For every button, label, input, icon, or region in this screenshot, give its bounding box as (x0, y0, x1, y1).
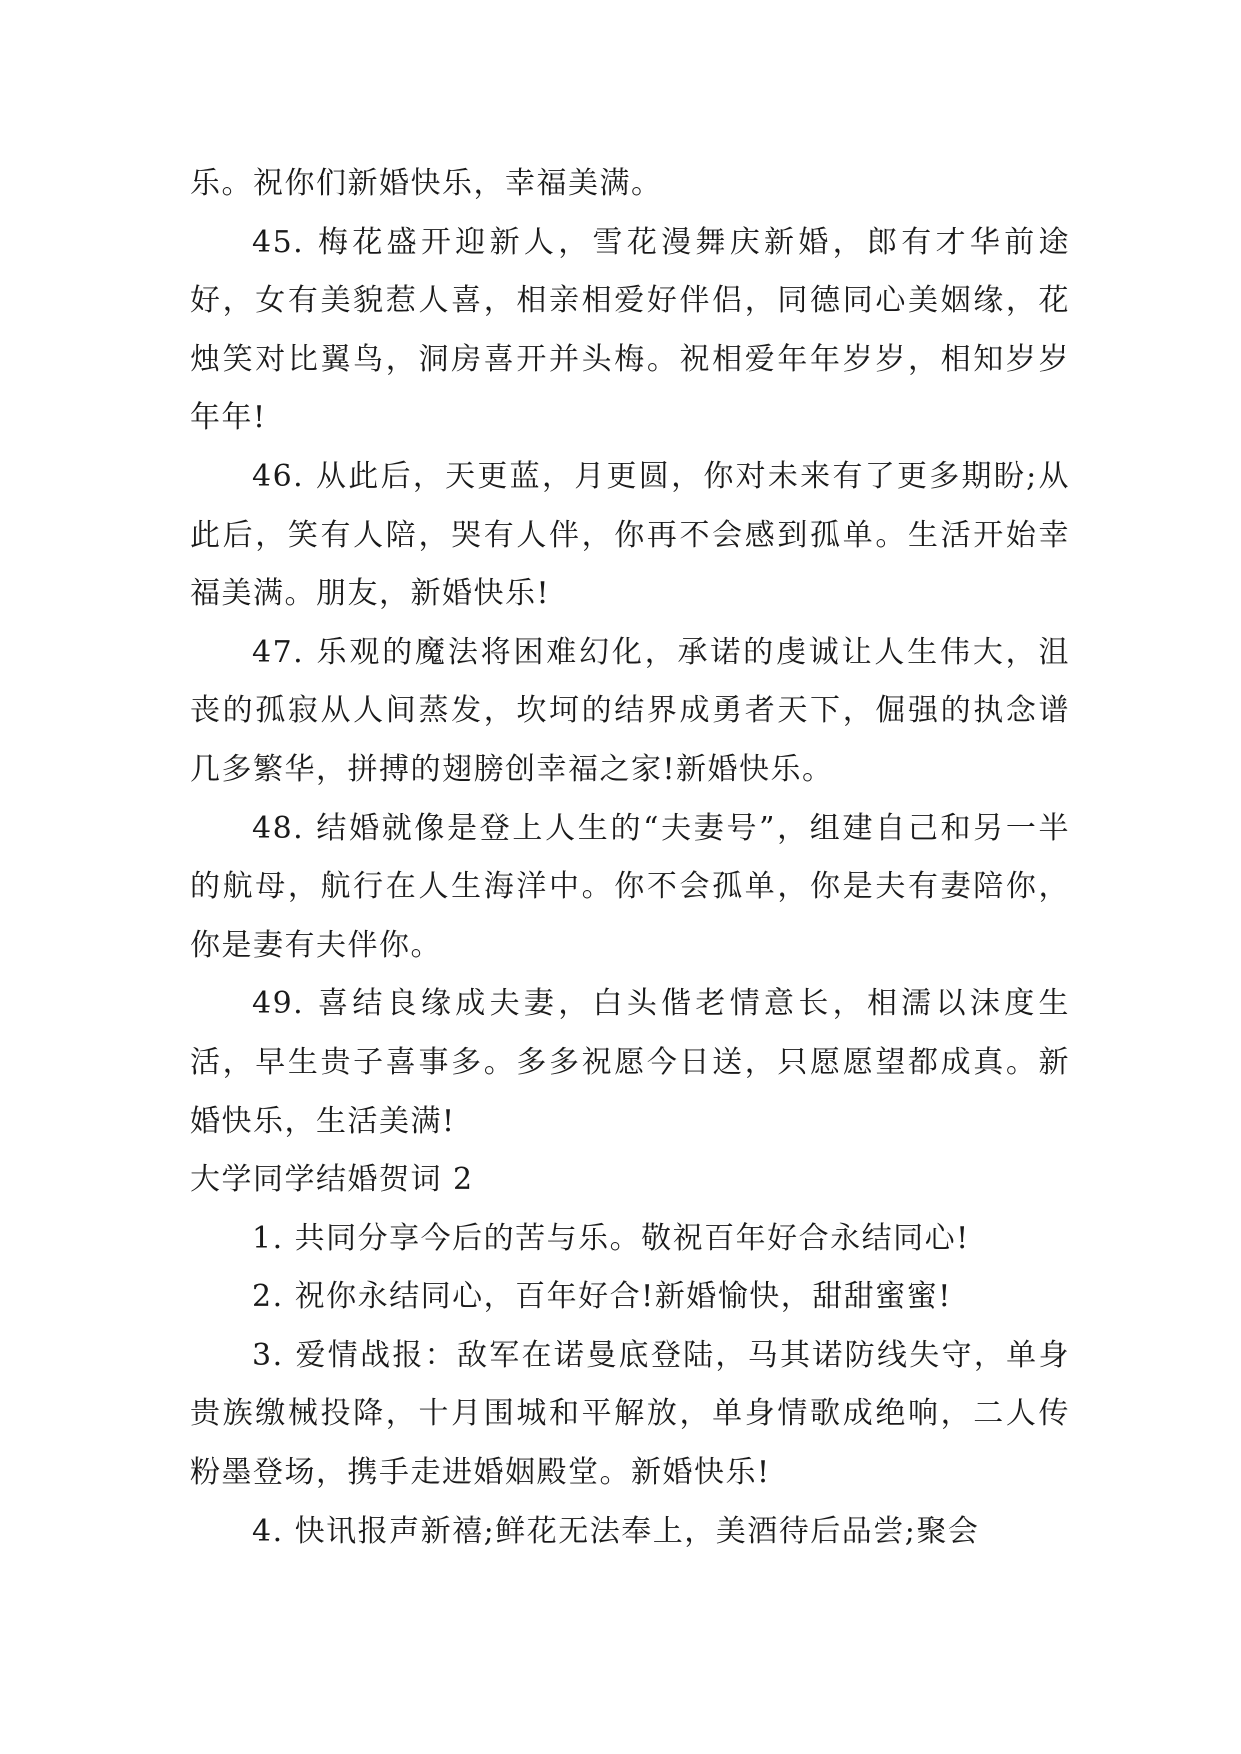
document-body (190, 155, 1070, 1561)
section-item-4: 4. 快讯报声新禧;鲜花无法奉上，美酒待后品尝;聚会 (252, 1513, 980, 1549)
paragraph-48: 48. 结婚就像是登上人生的“夫妻号”，组建自己和另一半的航母，航行在人生海洋中。你不会孤单，你是夫有妻陪你，你是妻有夫伴你。 (190, 810, 1070, 963)
paragraph-49: 49. 喜结良缘成夫妻，白头偕老情意长，相濡以沫度生活，早生贵子喜事多。多多祝愿今日送，只愿愿望都成真。新婚快乐，生活美满! (190, 986, 1070, 1139)
paragraph-44-tail: 乐。祝你们新婚快乐，幸福美满。 (190, 166, 663, 201)
section-item-2: 2. 祝你永结同心，百年好合!新婚愉快，甜甜蜜蜜! (252, 1279, 952, 1315)
paragraph-47: 47. 乐观的魔法将困难幻化，承诺的虔诚让人生伟大，沮丧的孤寂从人间蒸发，坎坷的结界成勇者天下，倔强的执念谱几多繁华，拼搏的翅膀创幸福之家!新婚快乐。 (190, 634, 1070, 787)
section-item-1: 1. 共同分享今后的苦与乐。敬祝百年好合永结同心! (252, 1220, 970, 1256)
paragraph-46: 46. 从此后，天更蓝，月更圆，你对未来有了更多期盼;从此后，笑有人陪，哭有人伴，你再不会感到孤单。生活开始幸福美满。朋友，新婚快乐! (190, 458, 1070, 612)
paragraph-45: 45. 梅花盛开迎新人，雪花漫舞庆新婚，郎有才华前途好，女有美貌惹人喜，相亲相爱好伴侣，同德同心美姻缘，花烛笑对比翼鸟，洞房喜开并头梅。祝相爱年年岁岁，相知岁岁年年! (190, 224, 1070, 436)
section-item-3: 3. 爱情战报：敌军在诺曼底登陆，马其诺防线失守，单身贵族缴械投降，十月围城和平解放，单身情歌成绝响，二人传粉墨登场，携手走进婚姻殿堂。新婚快乐! (190, 1337, 1070, 1491)
section-title: 大学同学结婚贺词 2 (190, 1162, 474, 1198)
